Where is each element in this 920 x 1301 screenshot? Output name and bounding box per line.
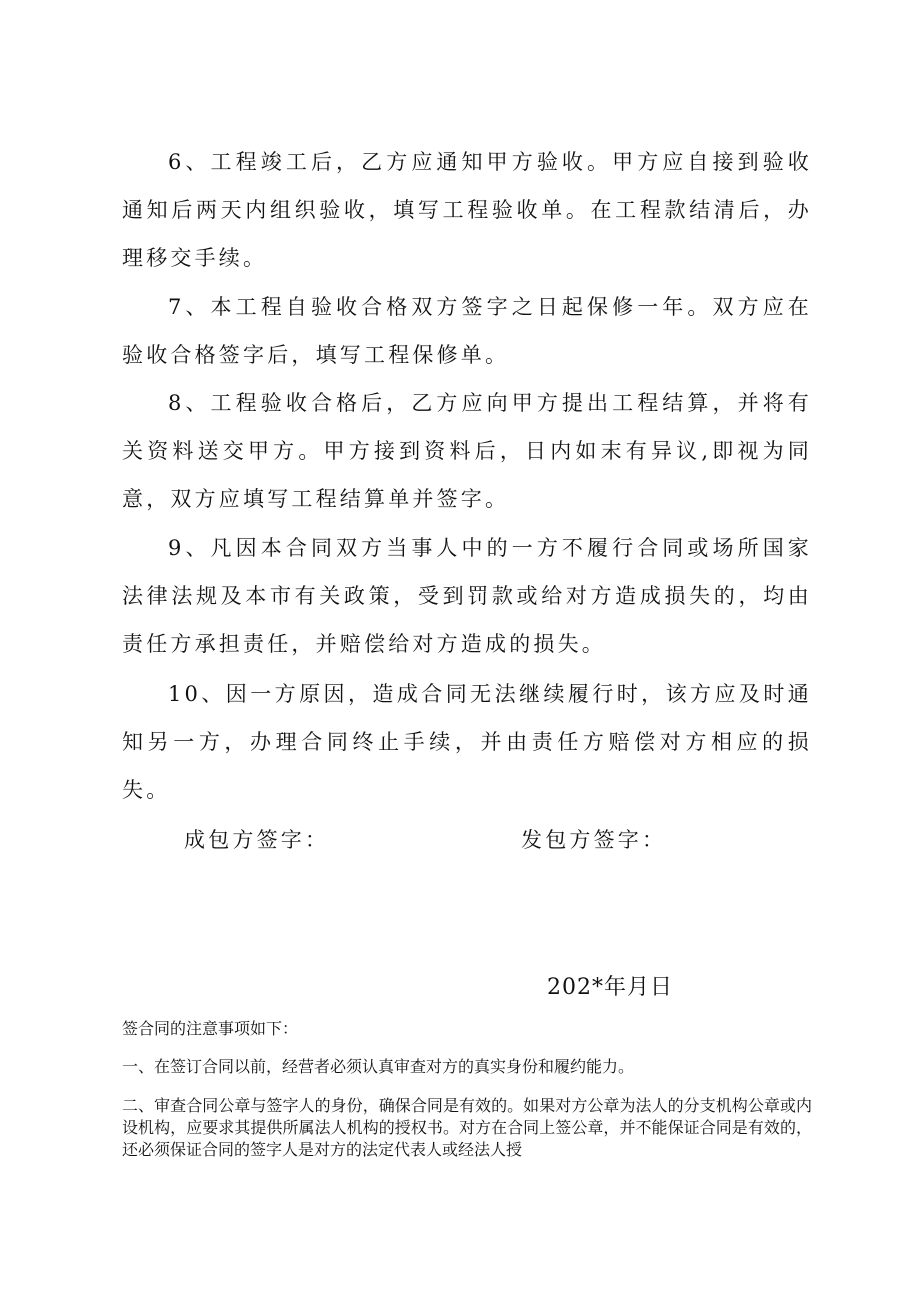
clause-6: 6、工程竣工后，乙方应通知甲方验收。甲方应自接到验收通知后两天内组织验收，填写工程验收单。在工程款结清后，办理移交手续。 [122,150,812,270]
contractor-signature-label: 成包方签字： [184,828,330,852]
signing-date: 202*年月日 [547,975,673,1000]
clause-8: 8、工程验收合格后，乙方应向甲方提出工程结算，并将有关资料送交甲方。甲方接到资料后，日内如末有异议,即视为同意，双方应填写工程结算单并签字。 [122,391,812,511]
note-item-1: 一、在签订合同以前，经营者必须认真审查对方的真实身份和履约能力。 [122,1057,635,1076]
notes-heading: 签合同的注意事项如下： [122,1019,299,1038]
note-item-2: 二、审查合同公章与签字人的身份，确保合同是有效的。如果对方公章为法人的分支机构公章或内设机构，应要求其提供所属法人机构的授权书。对方在合同上签公章，并不能保证合同是有效的，还必须保证合同的签字人是对方的法定代表人或经法人授 [122,1096,812,1159]
clause-7: 7、本工程自验收合格双方签字之日起保修一年。双方应在验收合格签字后，填写工程保修单。 [122,295,812,367]
clause-10: 10、因一方原因，造成合同无法继续履行时，该方应及时通知另一方，办理合同终止手续，并由责任方赔偿对方相应的损失。 [122,682,812,802]
clause-9: 9、凡因本合同双方当事人中的一方不履行合同或场所国家法律法规及本市有关政策，受到罚款或给对方造成损失的，均由责任方承担责任，并赔偿给对方造成的损失。 [122,536,812,656]
client-signature-label: 发包方签字： [521,828,667,852]
